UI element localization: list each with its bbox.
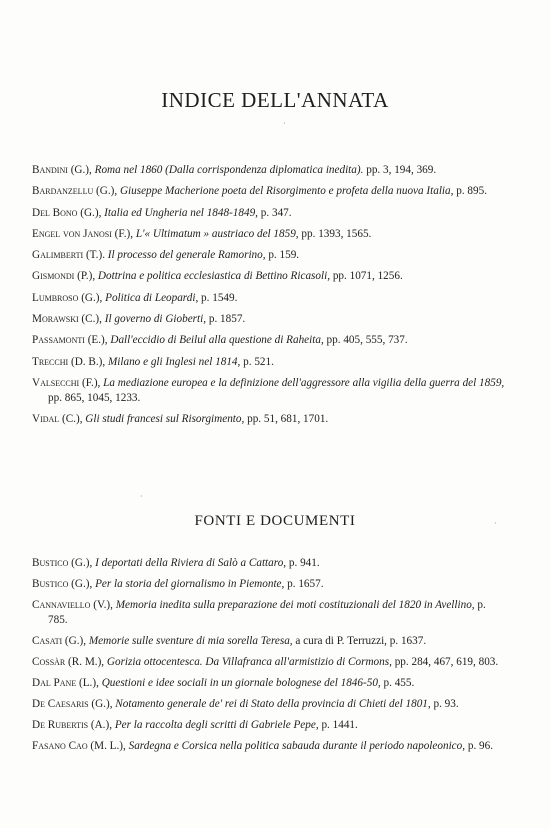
entry-pages: p. 347. bbox=[260, 206, 292, 219]
entry-pages: pp. 51, 681, 1701. bbox=[247, 413, 329, 426]
entry-author: Gismondi (P.), bbox=[32, 270, 96, 283]
entry-pages: pp. 3, 194, 369. bbox=[366, 164, 437, 176]
entry-pages: p. 1549. bbox=[201, 291, 238, 304]
entry-title: Gli studi francesi sul Risorgimento, bbox=[85, 413, 245, 426]
entry-author: Engel von Janosi (F.), bbox=[32, 227, 134, 240]
annata-index-list bbox=[32, 163, 507, 434]
entry-title: Notamento generale de' rei di Stato della provincia di Chieti del 1801, bbox=[115, 698, 431, 710]
page-title: INDICE DELL'ANNATA bbox=[161, 88, 389, 112]
entry-author: Morawski (C.), bbox=[32, 313, 102, 326]
entry-author: Bustico (G.), bbox=[32, 557, 93, 569]
entry-title: La mediazione europea e la definizione dell'aggressore alla vigilia della guerra del 1859, bbox=[103, 376, 505, 389]
index-entry bbox=[32, 739, 507, 754]
entry-pages: pp. 284, 467, 619, 803. bbox=[394, 656, 499, 668]
entry-title: Roma nel 1860 (Dalla corrispondenza diplomatica inedita). bbox=[94, 164, 364, 176]
entry-pages: p. 1857. bbox=[208, 313, 246, 326]
index-entry bbox=[32, 634, 507, 649]
print-speck: · bbox=[283, 119, 286, 128]
entry-author: Casati (G.), bbox=[32, 635, 87, 647]
entry-pages: a cura di P. Terruzzi, p. 1637. bbox=[295, 635, 427, 647]
entry-title: Il governo di Gioberti, bbox=[104, 313, 207, 326]
print-speck: · bbox=[140, 492, 143, 501]
entry-author: Bardanzellu (G.), bbox=[32, 185, 118, 198]
entry-pages: p. 1657. bbox=[287, 578, 324, 590]
index-entry bbox=[32, 676, 507, 691]
entry-title: Memoria inedita sulla preparazione dei moti costituzionali del 1820 in Avellino, bbox=[115, 599, 475, 611]
entry-author: Bustico (G.), bbox=[32, 578, 93, 590]
index-entry bbox=[32, 227, 507, 242]
entry-author: Vidal (C.), bbox=[32, 413, 83, 426]
entry-title: Dottrina e politica ecclesiastica di Bettino Ricasoli, bbox=[97, 270, 331, 283]
entry-author: Dal Pane (L.), bbox=[32, 677, 99, 689]
entry-pages: p. 159. bbox=[268, 249, 300, 262]
entry-pages: p. 785. bbox=[48, 599, 486, 626]
entry-title: L'« Ultimatum » austriaco del 1859, bbox=[135, 227, 299, 240]
index-entry bbox=[32, 184, 507, 199]
index-entry bbox=[32, 376, 507, 406]
entry-title: Per la storia del giornalismo in Piemonte, bbox=[95, 578, 285, 590]
entry-author: Fasano Cao (M. L.), bbox=[32, 740, 126, 752]
index-entry bbox=[32, 655, 507, 670]
entry-title: Milano e gli Inglesi nel 1814, bbox=[107, 355, 241, 368]
index-entry bbox=[32, 333, 507, 348]
index-entry bbox=[32, 355, 507, 370]
fonti-index-list bbox=[32, 556, 507, 760]
index-entry bbox=[32, 163, 507, 178]
entry-pages: p. 1441. bbox=[321, 719, 358, 731]
entry-author: De Caesaris (G.), bbox=[32, 698, 113, 710]
entry-pages: pp. 1393, 1565. bbox=[301, 227, 372, 240]
index-entry bbox=[32, 248, 507, 263]
entry-title: Il processo del generale Ramorino, bbox=[107, 249, 266, 262]
entry-author: Valsecchi (F.), bbox=[32, 376, 101, 389]
entry-title: Dall'eccidio di Beilul alla questione di Raheita, bbox=[110, 334, 324, 347]
entry-pages: p. 93. bbox=[433, 698, 459, 710]
entry-author: Passamonti (E.), bbox=[32, 334, 108, 347]
entry-author: Bandini (G.), bbox=[32, 164, 92, 176]
entry-pages: p. 895. bbox=[456, 185, 487, 198]
entry-title: Per la raccolta degli scritti di Gabriele Pepe, bbox=[114, 719, 319, 731]
index-entry bbox=[32, 269, 507, 284]
entry-pages: p. 455. bbox=[383, 677, 415, 689]
entry-pages: p. 521. bbox=[243, 355, 274, 368]
entry-author: Cossàr (R. M.), bbox=[32, 656, 105, 668]
index-entry bbox=[32, 598, 507, 628]
entry-pages: pp. 865, 1045, 1233. bbox=[48, 391, 141, 404]
entry-title: Italia ed Ungheria nel 1848-1849, bbox=[104, 206, 258, 219]
entry-author: Lumbroso (G.), bbox=[32, 291, 103, 304]
entry-pages: p. 941. bbox=[288, 557, 320, 569]
entry-author: Galimberti (T.). bbox=[32, 249, 105, 262]
entry-title: Memorie sulle sventure di mia sorella Teresa, bbox=[88, 635, 293, 647]
index-entry bbox=[32, 206, 507, 221]
index-entry bbox=[32, 697, 507, 712]
entry-pages: p. 96. bbox=[467, 740, 494, 752]
entry-title: Giuseppe Macherione poeta del Risorgimento e profeta della nuova Italia, bbox=[119, 185, 454, 198]
index-entry bbox=[32, 312, 507, 327]
entry-author: Cannaviello (V.), bbox=[32, 599, 113, 611]
index-entry bbox=[32, 556, 507, 571]
entry-pages: pp. 1071, 1256. bbox=[332, 270, 403, 283]
entry-author: Trecchi (D. B.), bbox=[32, 355, 106, 368]
section-heading-fonti: FONTI E DOCUMENTI bbox=[194, 513, 356, 529]
entry-author: De Rubertis (A.), bbox=[32, 719, 113, 731]
entry-title: I deportati della Riviera di Salò a Cattaro, bbox=[95, 557, 287, 569]
index-entry bbox=[32, 718, 507, 733]
entry-title: Gorizia ottocentesca. Da Villafranca all'armistizio di Cormons, bbox=[106, 656, 392, 668]
entry-pages: pp. 405, 555, 737. bbox=[326, 334, 408, 347]
index-entry bbox=[32, 577, 507, 592]
entry-title: Questioni e idee sociali in un giornale bolognese del 1846-50, bbox=[101, 677, 381, 689]
entry-title: Sardegna e Corsica nella politica sabauda durante il periodo napoleonico, bbox=[128, 740, 466, 752]
entry-author: Del Bono (G.), bbox=[32, 206, 102, 219]
entry-title: Politica di Leopardi, bbox=[105, 291, 199, 304]
index-entry bbox=[32, 412, 507, 427]
print-speck: · bbox=[494, 519, 497, 528]
index-entry bbox=[32, 291, 507, 306]
